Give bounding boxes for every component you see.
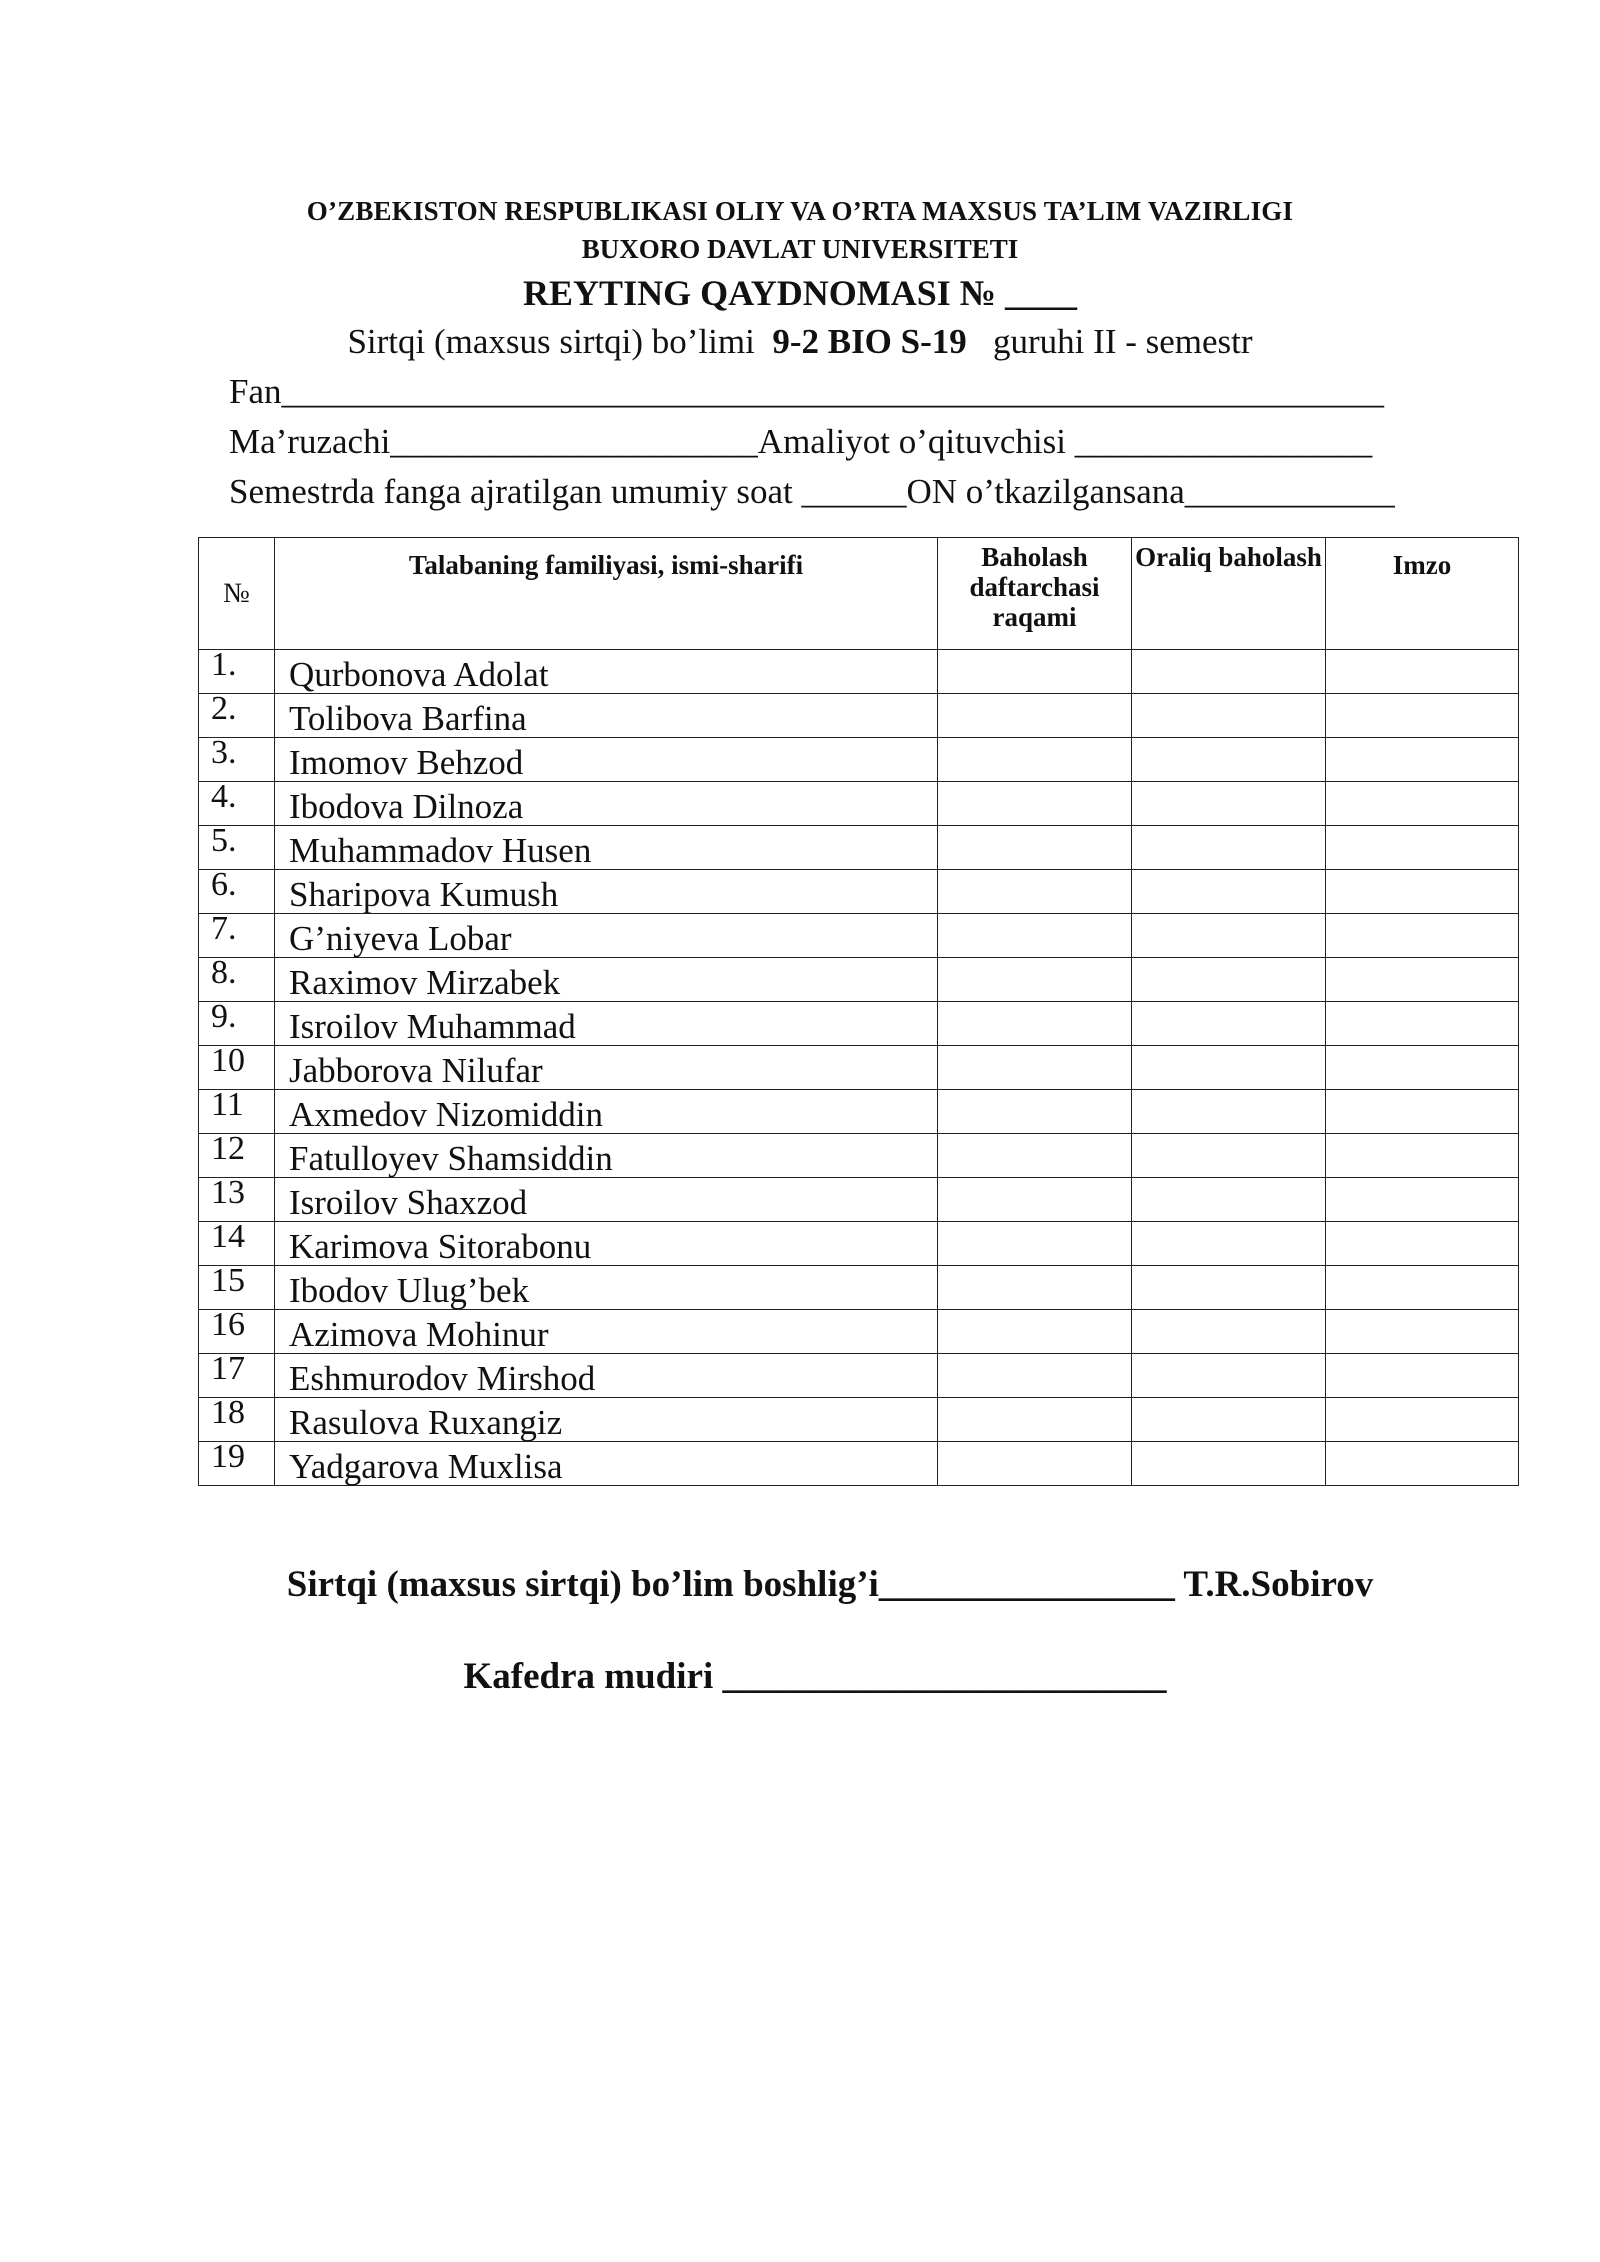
table-header-row: [199, 538, 1519, 650]
table-row: [199, 694, 1519, 738]
student-name: Qurbonova Adolat: [275, 650, 938, 694]
row-number: 12: [199, 1134, 275, 1178]
record-book-cell: [938, 1442, 1132, 1486]
table-row: [199, 1442, 1519, 1486]
record-book-cell: [938, 1398, 1132, 1442]
signature-cell: [1326, 738, 1519, 782]
row-number: 19: [199, 1442, 275, 1486]
table-row: [199, 1090, 1519, 1134]
department-prefix: Sirtqi (maxsus sirtqi) bo’limi: [347, 322, 755, 361]
department-suffix: guruhi II - semestr: [993, 322, 1253, 361]
signature-cell: [1326, 1222, 1519, 1266]
row-number: 18: [199, 1398, 275, 1442]
signature-cell: [1326, 870, 1519, 914]
midterm-grade-cell: [1132, 1046, 1326, 1090]
student-name: Rasulova Ruxangiz: [275, 1398, 938, 1442]
student-name: Muhammadov Husen: [275, 826, 938, 870]
row-number: 5.: [199, 826, 275, 870]
midterm-grade-cell: [1132, 1354, 1326, 1398]
record-book-cell: [938, 650, 1132, 694]
signature-cell: [1326, 1002, 1519, 1046]
signature-cell: [1326, 694, 1519, 738]
row-number: 11: [199, 1090, 275, 1134]
signature-cell: [1326, 1310, 1519, 1354]
midterm-grade-cell: [1132, 826, 1326, 870]
student-name: Tolibova Barfina: [275, 694, 938, 738]
table-row: [199, 1002, 1519, 1046]
row-number: 3.: [199, 738, 275, 782]
midterm-grade-cell: [1132, 914, 1326, 958]
record-book-cell: [938, 914, 1132, 958]
student-name: Eshmurodov Mirshod: [275, 1354, 938, 1398]
group-code: 9-2 BIO S-19: [772, 322, 967, 361]
rating-table: [198, 537, 1519, 1486]
table-row: [199, 1134, 1519, 1178]
record-book-cell: [938, 1266, 1132, 1310]
department-line: [0, 322, 1600, 362]
row-number: 15: [199, 1266, 275, 1310]
header-student-name: Talabaning familiyasi, ismi-sharifi: [275, 538, 938, 650]
table-row: [199, 738, 1519, 782]
document-title: REYTING QAYDNOMASI № ____: [523, 273, 1077, 313]
table-body: [199, 646, 1519, 1486]
row-number: 10: [199, 1046, 275, 1090]
table-row: [199, 1354, 1519, 1398]
header-signature: Imzo: [1326, 538, 1519, 650]
signature-cell: [1326, 1134, 1519, 1178]
row-number: 9.: [199, 1002, 275, 1046]
student-name: Fatulloyev Shamsiddin: [275, 1134, 938, 1178]
midterm-grade-cell: [1132, 1090, 1326, 1134]
record-book-cell: [938, 958, 1132, 1002]
signature-cell: [1326, 1178, 1519, 1222]
midterm-grade-cell: [1132, 1398, 1326, 1442]
record-book-cell: [938, 1310, 1132, 1354]
row-number: 4.: [199, 782, 275, 826]
signature-cell: [1326, 782, 1519, 826]
student-name: Axmedov Nizomiddin: [275, 1090, 938, 1134]
header-number: №: [199, 538, 275, 650]
record-book-cell: [938, 826, 1132, 870]
signature-cell: [1326, 1442, 1519, 1486]
record-book-cell: [938, 1046, 1132, 1090]
table-row: [199, 782, 1519, 826]
student-name: Isroilov Muhammad: [275, 1002, 938, 1046]
midterm-grade-cell: [1132, 1266, 1326, 1310]
record-book-cell: [938, 1178, 1132, 1222]
midterm-grade-cell: [1132, 1310, 1326, 1354]
table-row: [199, 1310, 1519, 1354]
signature-cell: [1326, 958, 1519, 1002]
signature-cell: [1326, 826, 1519, 870]
midterm-grade-cell: [1132, 1222, 1326, 1266]
midterm-grade-cell: [1132, 1002, 1326, 1046]
student-name: Yadgarova Muxlisa: [275, 1442, 938, 1486]
record-book-cell: [938, 694, 1132, 738]
hours-field: Semestrda fanga ajratilgan umumiy soat ______ON o’tkazilgansana____________: [229, 472, 1395, 511]
record-book-cell: [938, 870, 1132, 914]
row-number: 17: [199, 1354, 275, 1398]
student-name: Jabborova Nilufar: [275, 1046, 938, 1090]
header-record-book: Baholash daftarchasi raqami: [938, 538, 1132, 650]
record-book-cell: [938, 1002, 1132, 1046]
midterm-grade-cell: [1132, 1178, 1326, 1222]
table-row: [199, 1398, 1519, 1442]
midterm-grade-cell: [1132, 958, 1326, 1002]
table-row: [199, 826, 1519, 870]
midterm-grade-cell: [1132, 782, 1326, 826]
student-name: Raximov Mirzabek: [275, 958, 938, 1002]
record-book-cell: [938, 1222, 1132, 1266]
row-number: 2.: [199, 694, 275, 738]
table-row: [199, 870, 1519, 914]
table-row: [199, 1266, 1519, 1310]
subject-field: Fan_______________________________________________________________: [229, 372, 1384, 411]
midterm-grade-cell: [1132, 694, 1326, 738]
midterm-grade-cell: [1132, 650, 1326, 694]
signature-cell: [1326, 1046, 1519, 1090]
table-row: [199, 914, 1519, 958]
table-row: [199, 1178, 1519, 1222]
department-head-signature: Sirtqi (maxsus sirtqi) bo’lim boshlig’i________________ T.R.Sobirov: [286, 1564, 1374, 1605]
lecturer-field: Ma’ruzachi_____________________Amaliyot o’qituvchisi _________________: [229, 422, 1373, 461]
table-row: [199, 650, 1519, 694]
record-book-cell: [938, 1354, 1132, 1398]
midterm-grade-cell: [1132, 870, 1326, 914]
student-name: Sharipova Kumush: [275, 870, 938, 914]
signature-cell: [1326, 1266, 1519, 1310]
header-midterm-grade: Oraliq baholash: [1132, 538, 1326, 650]
signature-cell: [1326, 914, 1519, 958]
student-name: G’niyeva Lobar: [275, 914, 938, 958]
row-number: 13: [199, 1178, 275, 1222]
row-number: 6.: [199, 870, 275, 914]
record-book-cell: [938, 782, 1132, 826]
signature-cell: [1326, 1398, 1519, 1442]
chair-head-signature: Kafedra mudiri ________________________: [463, 1656, 1167, 1697]
student-name: Ibodova Dilnoza: [275, 782, 938, 826]
midterm-grade-cell: [1132, 1134, 1326, 1178]
table-row: [199, 1222, 1519, 1266]
record-book-cell: [938, 738, 1132, 782]
student-name: Azimova Mohinur: [275, 1310, 938, 1354]
student-name: Isroilov Shaxzod: [275, 1178, 938, 1222]
signature-cell: [1326, 1354, 1519, 1398]
midterm-grade-cell: [1132, 738, 1326, 782]
university-heading: BUXORO DAVLAT UNIVERSITETI: [581, 234, 1019, 264]
student-name: Imomov Behzod: [275, 738, 938, 782]
row-number: 1.: [199, 650, 275, 694]
record-book-cell: [938, 1134, 1132, 1178]
row-number: 14: [199, 1222, 275, 1266]
ministry-heading: O’ZBEKISTON RESPUBLIKASI OLIY VA O’RTA MAXSUS TA’LIM VAZIRLIGI: [306, 196, 1294, 226]
table-row: [199, 1046, 1519, 1090]
signature-cell: [1326, 1090, 1519, 1134]
row-number: 16: [199, 1310, 275, 1354]
row-number: 8.: [199, 958, 275, 1002]
midterm-grade-cell: [1132, 1442, 1326, 1486]
row-number: 7.: [199, 914, 275, 958]
record-book-cell: [938, 1090, 1132, 1134]
table-row: [199, 958, 1519, 1002]
student-name: Karimova Sitorabonu: [275, 1222, 938, 1266]
signature-cell: [1326, 650, 1519, 694]
student-name: Ibodov Ulug’bek: [275, 1266, 938, 1310]
